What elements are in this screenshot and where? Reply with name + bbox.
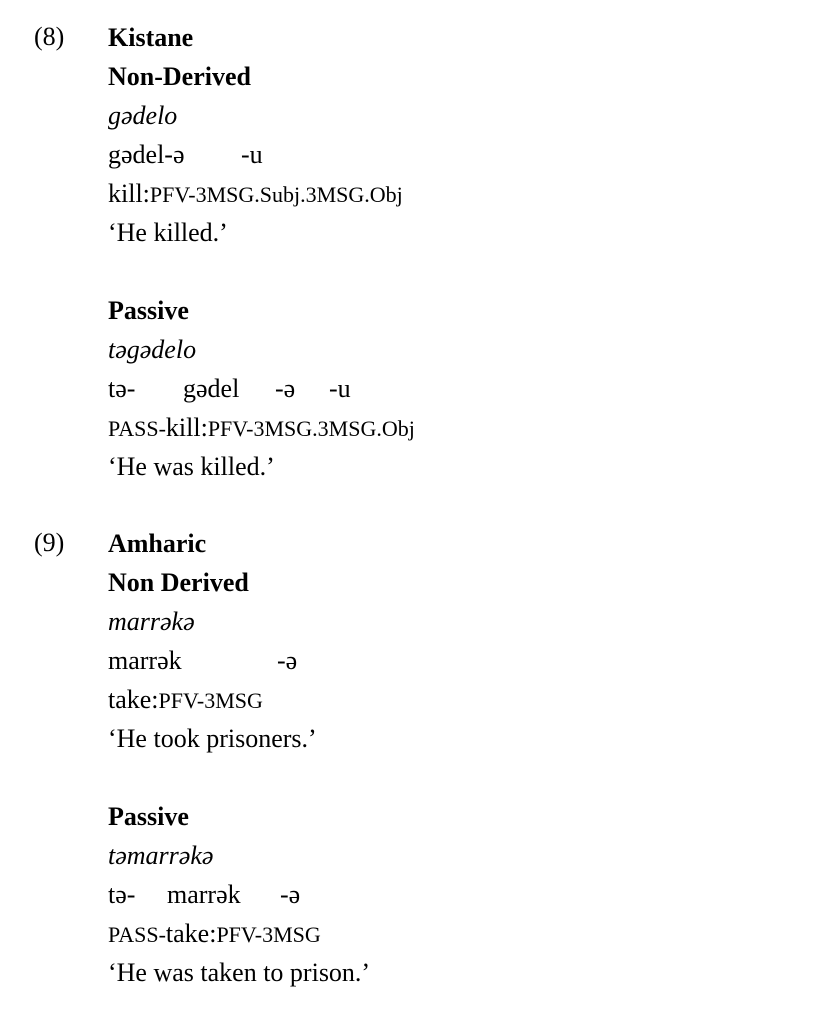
gloss-lexical: take: <box>165 919 217 948</box>
segment: marrək <box>167 880 241 909</box>
word-form: təgədelo <box>108 335 197 364</box>
word-form: marrəkə <box>108 607 195 636</box>
translation: ‘He was taken to prison.’ <box>108 958 371 987</box>
gloss-prefix: PASS- <box>108 922 166 947</box>
segment: -ə <box>275 374 296 403</box>
segment: tə- <box>108 880 136 909</box>
gloss-lexical: kill: <box>108 179 150 208</box>
example-8 <box>108 18 415 486</box>
spacer <box>108 758 370 797</box>
example-number-8: (8) <box>34 22 65 51</box>
example-9 <box>108 524 370 992</box>
segment: -ə <box>277 646 298 675</box>
segment: marrək <box>108 646 182 675</box>
gloss-line <box>108 174 415 213</box>
segment: gədel-ə <box>108 140 185 169</box>
segmentation-line <box>108 875 370 914</box>
gloss-grammatical: PFV-3MSG.3MSG.Obj <box>207 416 415 441</box>
gloss-lexical: take: <box>108 685 159 714</box>
segmentation-line <box>108 641 370 680</box>
gloss-prefix: PASS- <box>108 416 166 441</box>
language-name: Amharic <box>108 529 207 558</box>
segment: gədel <box>183 374 240 403</box>
block-heading: Non-Derived <box>108 62 251 91</box>
block-heading: Non Derived <box>108 568 249 597</box>
translation: ‘He took prisoners.’ <box>108 724 317 753</box>
spacer <box>108 252 415 291</box>
gloss-lexical: kill: <box>165 413 208 442</box>
word-form: təmarrəkə <box>108 841 214 870</box>
segmentation-line <box>108 369 415 408</box>
gloss-line <box>108 680 370 719</box>
block-heading: Passive <box>108 802 189 831</box>
segmentation-line <box>108 135 415 174</box>
translation: ‘He was killed.’ <box>108 452 275 481</box>
word-form: gədelo <box>108 101 178 130</box>
block-heading: Passive <box>108 296 189 325</box>
segment: -u <box>329 374 351 403</box>
translation: ‘He killed.’ <box>108 218 228 247</box>
segment: tə- <box>108 374 136 403</box>
gloss-grammatical: PFV-3MSG <box>158 688 263 713</box>
segment: -ə <box>280 880 301 909</box>
gloss-grammatical: PFV-3MSG.Subj.3MSG.Obj <box>149 182 403 207</box>
segment: -u <box>241 140 263 169</box>
example-number-9: (9) <box>34 528 65 557</box>
gloss-grammatical: PFV-3MSG <box>216 922 321 947</box>
gloss-line <box>108 914 370 953</box>
language-name: Kistane <box>108 23 194 52</box>
gloss-line <box>108 408 415 447</box>
